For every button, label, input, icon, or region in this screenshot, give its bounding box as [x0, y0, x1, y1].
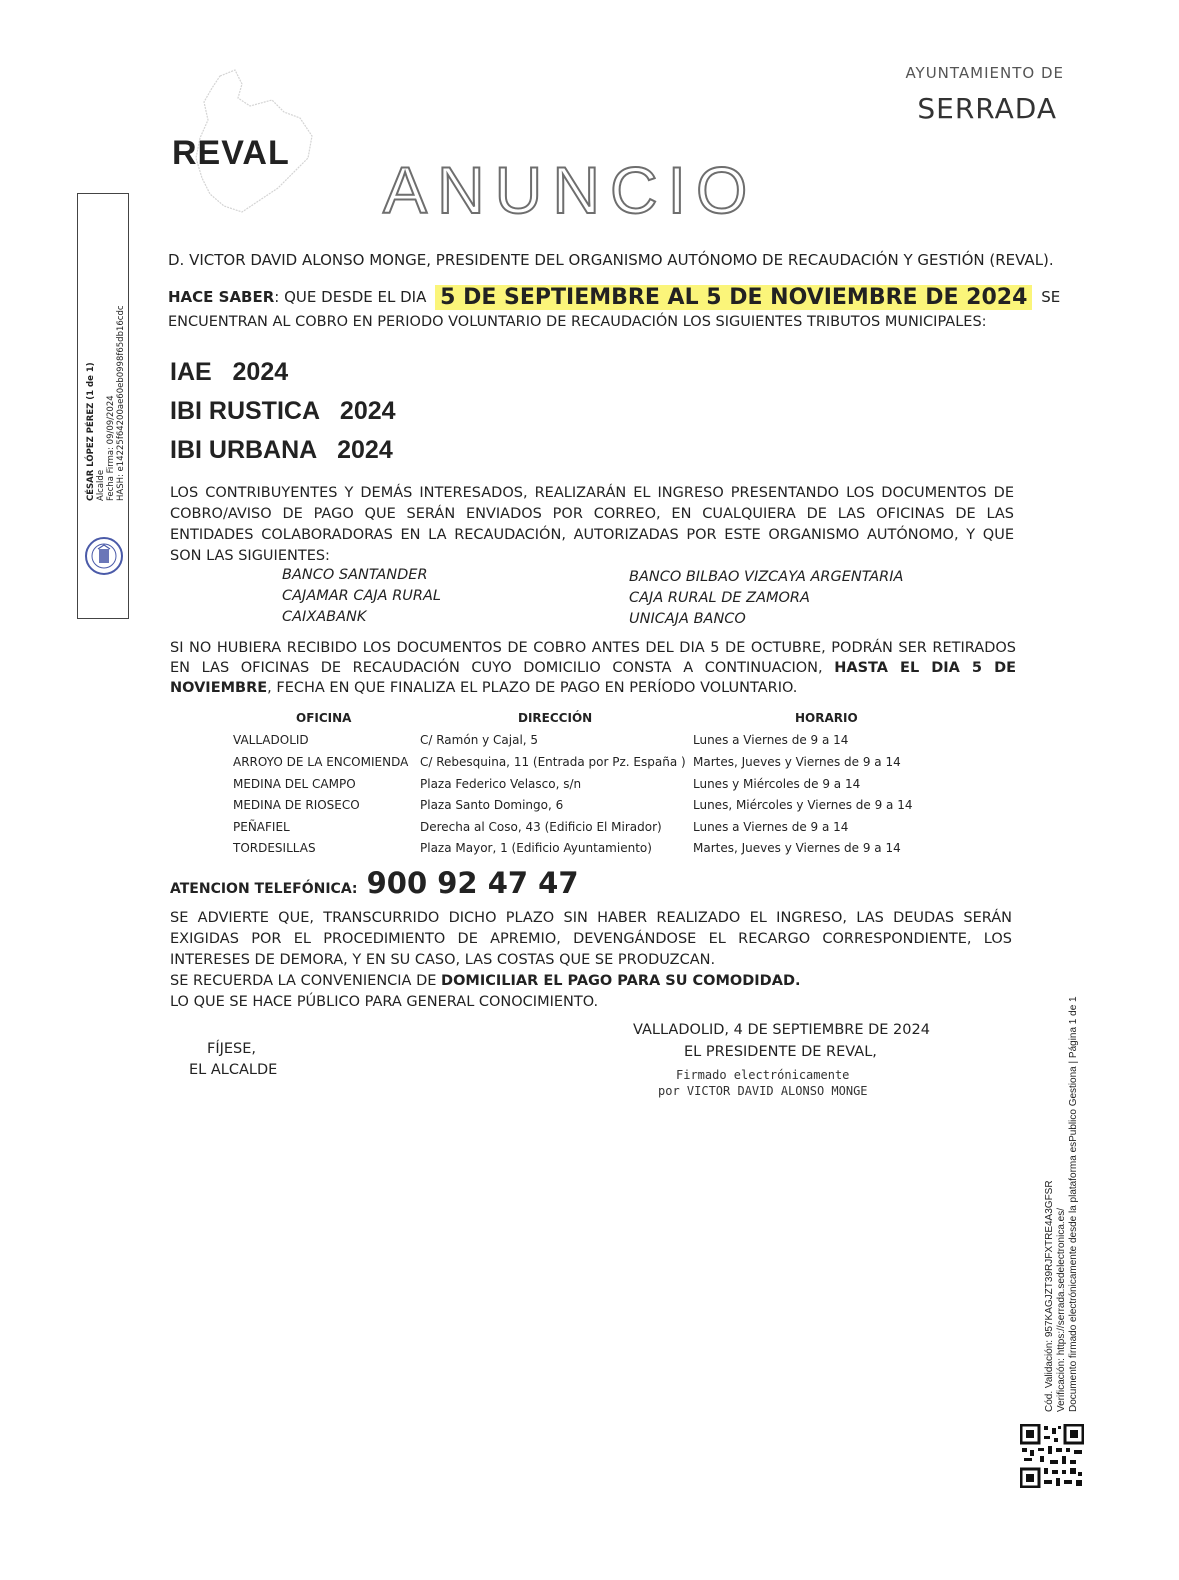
retirada-text: SI NO HUBIERA RECIBIDO LOS DOCUMENTOS DE COBRO ANTES DEL DIA 5 DE OCTUBRE, PODRÁN SER RETIRADOS EN LAS OFICINAS DE RECAUDACIÓN CUYO DOMICILIO CONSTA A CONTINUACION, [170, 640, 1016, 676]
office-hours: Lunes y Miércoles de 9 a 14 [693, 777, 861, 791]
office-hours: Lunes, Miércoles y Viernes de 9 a 14 [693, 798, 913, 812]
retirada-text-after: , FECHA EN QUE FINALIZA EL PLAZO DE PAGO EN PERÍODO VOLUNTARIO. [267, 680, 798, 696]
intro-text: D. VICTOR DAVID ALONSO MONGE, PRESIDENTE DEL ORGANISMO AUTÓNOMO DE RECAUDACIÓN Y GESTIÓN (REVAL). [168, 251, 1054, 269]
office-address: Plaza Federico Velasco, s/n [420, 777, 582, 791]
office-name: ARROYO DE LA ENCOMIENDA [233, 755, 409, 769]
hace-saber-after: SE [1041, 288, 1061, 306]
office-name: PEÑAFIEL [233, 820, 290, 834]
firmado-text: Firmado electrónicamente [676, 1068, 850, 1082]
ayuntamiento-label: AYUNTAMIENTO DE [905, 64, 1064, 82]
hace-saber-line2: ENCUENTRAN AL COBRO EN PERIODO VOLUNTARIO DE RECAUDACIÓN LOS SIGUIENTES TRIBUTOS MUNICIPALES: [168, 314, 987, 330]
bank-item: CAJA RURAL DE ZAMORA [629, 590, 810, 606]
office-hours: Martes, Jueves y Viernes de 9 a 14 [693, 755, 901, 769]
stamp-signer: CÉSAR LÓPEZ PÉREZ (1 de 1) [86, 362, 96, 501]
table-header-direccion: DIRECCIÓN [518, 711, 593, 725]
stamp-hash: HASH: e14225f64200ae60eb0998f65db16cdc [116, 305, 126, 501]
place-date: VALLADOLID, 4 DE SEPTIEMBRE DE 2024 [633, 1022, 930, 1038]
paragraph-apremio: SE ADVIERTE QUE, TRANSCURRIDO DICHO PLAZO SIN HABER REALIZADO EL INGRESO, LAS DEUDAS SERÁN EXIGIDAS POR EL PROCEDIMIENTO DE APREMIO, DEVENGÁNDOSE EL RECARGO CORRESPONDIENTE, LOS INTERESES DE DEMORA, Y EN SU CASO, LAS COSTAS QUE SE PRODUZCAN. [170, 910, 1012, 968]
hace-saber-text: : QUE DESDE EL DIA [274, 288, 427, 306]
office-address: Plaza Mayor, 1 (Edificio Ayuntamiento) [420, 841, 652, 855]
stamp-role: Alcalde [96, 469, 106, 501]
office-name: VALLADOLID [233, 733, 309, 747]
signature-stamp-text [86, 211, 126, 501]
table-header-oficina: OFICINA [296, 711, 352, 725]
hace-saber-label: HACE SABER [168, 288, 275, 306]
qr-code-icon[interactable] [1020, 1424, 1084, 1488]
office-name: MEDINA DEL CAMPO [233, 777, 356, 791]
recuerda-bold: DOMICILIAR EL PAGO PARA SU COMODIDAD. [441, 973, 801, 989]
publico-line: LO QUE SE HACE PÚBLICO PARA GENERAL CONOCIMIENTO. [170, 994, 599, 1010]
office-name: TORDESILLAS [233, 841, 316, 855]
page-title: ANUNCIO [383, 153, 758, 227]
office-address: C/ Ramón y Cajal, 5 [420, 733, 539, 747]
phone-number: 900 92 47 47 [366, 866, 579, 900]
office-address: Derecha al Coso, 43 (Edificio El Mirador) [420, 820, 662, 834]
municipal-seal-icon [84, 536, 124, 576]
tributo-ibi-urbana: IBI URBANA 2024 [170, 436, 393, 464]
office-address: Plaza Santo Domingo, 6 [420, 798, 564, 812]
bank-item: BANCO SANTANDER [282, 567, 428, 583]
highlighted-dates: 5 DE SEPTIEMBRE AL 5 DE NOVIEMBRE DE 2024 [435, 285, 1032, 310]
alcalde-text: EL ALCALDE [189, 1062, 278, 1078]
verification-url[interactable]: Verificación: https://serrada.sedelectronica.es/ [1056, 1208, 1067, 1412]
tributo-ibi-rustica: IBI RUSTICA 2024 [170, 397, 396, 425]
phone-line [170, 866, 579, 900]
office-hours: Lunes a Viernes de 9 a 14 [693, 733, 849, 747]
bank-item: BANCO BILBAO VIZCAYA ARGENTARIA [629, 569, 904, 585]
recuerda-text: SE RECUERDA LA CONVENIENCIA DE [170, 973, 442, 989]
fijese-text: FÍJESE, [207, 1041, 257, 1057]
bank-item: CAIXABANK [282, 609, 367, 625]
paragraph-retirada [170, 638, 1016, 698]
presidente-text: EL PRESIDENTE DE REVAL, [684, 1044, 877, 1060]
recuerda-line [170, 973, 801, 989]
office-hours: Lunes a Viernes de 9 a 14 [693, 820, 849, 834]
stamp-date: Fecha Firma: 09/09/2024 [106, 395, 116, 501]
tributo-iae: IAE 2024 [170, 358, 289, 386]
firmante-text: por VICTOR DAVID ALONSO MONGE [658, 1084, 868, 1098]
table-header-horario: HORARIO [795, 711, 858, 725]
signature-stamp [77, 193, 129, 619]
ayuntamiento-name: SERRADA [917, 92, 1057, 125]
verification-text [1044, 996, 1080, 1412]
office-hours: Martes, Jueves y Viernes de 9 a 14 [693, 841, 901, 855]
reval-logo: REVAL [172, 134, 290, 172]
verification-note: Documento firmado electrónicamente desde la plataforma esPublico Gestiona | Página 1 de 1 [1068, 996, 1079, 1412]
bank-item: CAJAMAR CAJA RURAL [282, 588, 441, 604]
paragraph-contribuyentes: LOS CONTRIBUYENTES Y DEMÁS INTERESADOS, REALIZARÁN EL INGRESO PRESENTANDO LOS DOCUMENTOS DE COBRO/AVISO DE PAGO QUE SERÁN ENVIADOS POR CORREO, EN CUALQUIERA DE LAS OFICINAS DE LAS ENTIDADES COLABORADORAS EN LA RECAUDACIÓN, AUTORIZADAS POR ESTE ORGANISMO AUTÓNOMO, Y QUE SON LAS SIGUIENTES: [170, 485, 1014, 564]
phone-label: ATENCION TELEFÓNICA: [170, 881, 358, 897]
validation-code: Cód. Validación: 957KAGJZT39RJFXTRE4A3GFSR [1044, 1180, 1055, 1412]
retirada-deadline: HASTA EL DIA 5 DE NOVIEMBRE [170, 660, 1017, 696]
bank-item: UNICAJA BANCO [629, 611, 746, 627]
office-name: MEDINA DE RIOSECO [233, 798, 360, 812]
office-address: C/ Rebesquina, 11 (Entrada por Pz. España ) [420, 755, 686, 769]
hace-saber-line [168, 283, 1060, 308]
